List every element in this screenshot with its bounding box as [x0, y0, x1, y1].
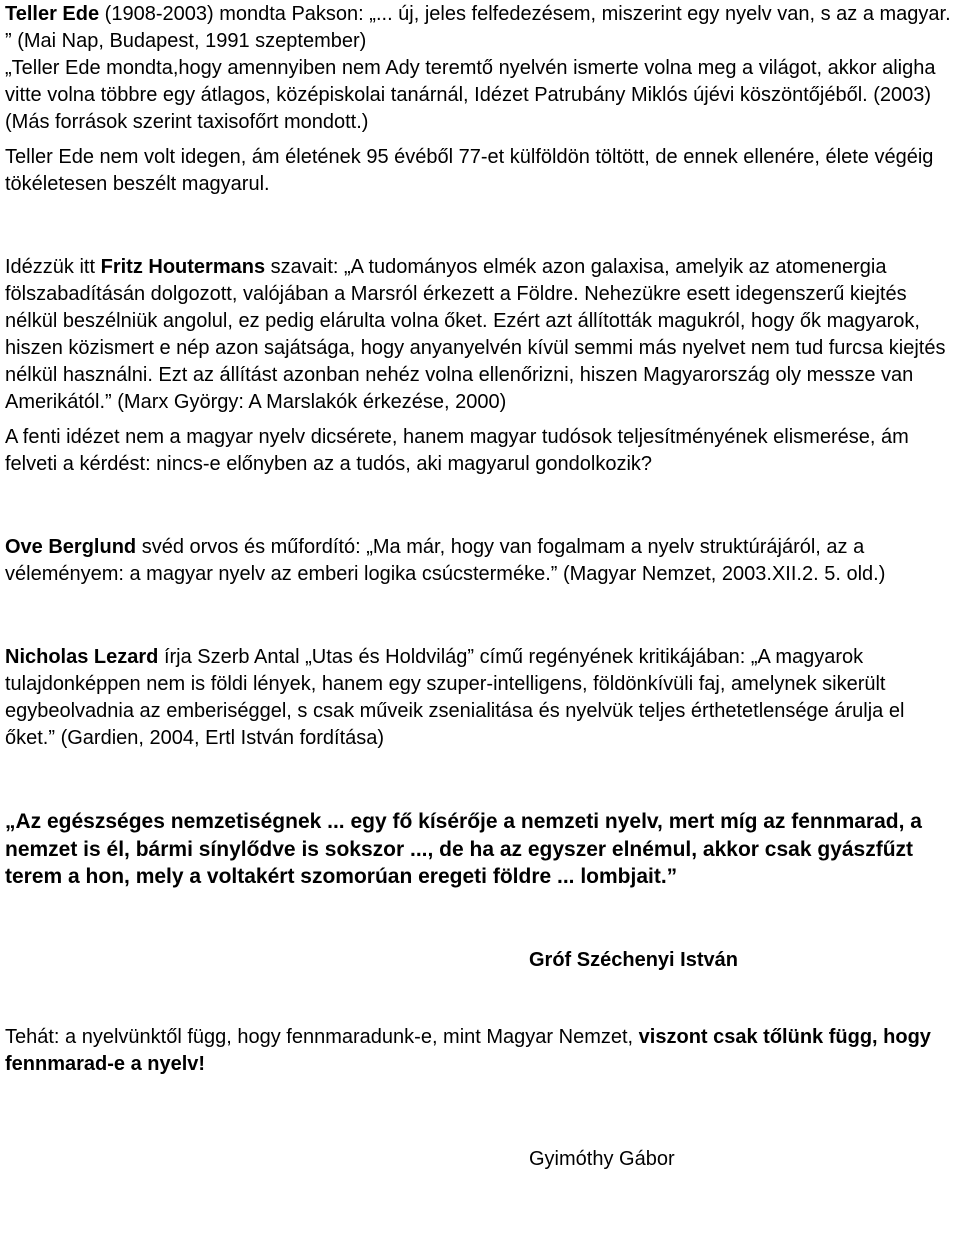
person-name: Ove Berglund [5, 536, 137, 558]
paragraph-commentary [5, 424, 958, 478]
paragraph-text: A fenti idézet nem a magyar nyelv dicsérete, hanem magyar tudósok teljesítményének elismerése, ám felveti a kérdést: nincs-e előnyben az a tudós, aki magyarul gondolkozik? [5, 426, 909, 475]
paragraph-text: írja Szerb Antal „Utas és Holdvilág” című regényének kritikájában: „A magyarok tulajdonképpen nem is földi lények, hanem egy szuper-intelligens, földönkívüli faj, amelynek sikerült egybeolvadnia az emberiséggel, s csak műveik zsenialitása és nyelvük teljes érthetetlensége árulja el őket.” (Gardien, 2004, Ertl István fordítása) [5, 646, 905, 749]
paragraph-intro: Idézzük itt [5, 256, 101, 278]
paragraph-berglund [5, 534, 958, 588]
paragraph-teller-ady [5, 55, 958, 136]
szechenyi-quote: „Az egészséges nemzetiségnek ... egy fő kísérője a nemzeti nyelv, mert míg az fennmarad, a nemzet is él, bármi sínylődve is sokszor ..., de ha az egyszer elnémul, akkor csak gyászfűzt terem a hon, mely a voltakért szomorúan eregeti földre ... lombjait.” [5, 810, 922, 888]
paragraph-text: szavait: „A tudományos elmék azon galaxisa, amelyik az atomenergia fölszabadításán dolgozott, valójában a Marsról érkezett a Földre. Nehezükre esett idegenszerű kiejtés nélkül beszélniük angolul, ez pedig elárulta volna őket. Ezért azt állították magukról, hogy ők magyarok, hiszen közismert e nép azon sajátsága, hogy anyanyelvén kívül semmi más nyelvet nem tud furcsa kiejtés nélkül használni. Ezt az állítást azonban nehéz volna ellenőrizni, hiszen Magyarország oly messze van Amerikától.” (Marx György: A Marslakók érkezése, 2000) [5, 256, 946, 413]
paragraph-lezard [5, 644, 958, 752]
person-name: Teller Ede [5, 3, 100, 25]
paragraph-text: svéd orvos és műfordító: „Ma már, hogy van fogalmam a nyelv struktúrájáról, az a véleményem: a magyar nyelv az emberi logika csúcsterméke.” (Magyar Nemzet, 2003.XII.2. 5. old.) [5, 536, 886, 585]
paragraph-teller-abroad [5, 144, 958, 198]
paragraph-text: „Teller Ede mondta,hogy amennyiben nem Ady teremtő nyelvén ismerte volna meg a világot, akkor aligha vitte volna többre egy átlagos, középiskolai tanárnál, Idézet Patrubány Miklós újévi köszöntőjéből. (2003) (Más források szerint taxisofőrt mondott.) [5, 57, 936, 133]
paragraph-houtermans [5, 254, 958, 416]
person-name: Nicholas Lezard [5, 646, 159, 668]
paragraph-text: Teller Ede nem volt idegen, ám életének 95 évéből 77-et külföldön töltött, de ennek ellenére, élete végéig tökéletesen beszélt magyarul. [5, 146, 934, 195]
document-page [5, 1, 958, 1173]
signature: Gyimóthy Gábor [529, 1147, 675, 1170]
paragraph-teller-pakson [5, 1, 958, 55]
paragraph-text: (1908-2003) mondta Pakson: „... új, jeles felfedezésem, miszerint egy nyelv van, s az a magyar. ” (Mai Nap, Budapest, 1991 szeptember) [5, 3, 951, 52]
quote-author [529, 947, 958, 974]
author-name: Gróf Széchenyi István [529, 948, 738, 971]
paragraph-conclusion [5, 1024, 958, 1078]
paragraph-text: Tehát: a nyelvünktől függ, hogy fennmaradunk-e, mint Magyar Nemzet, [5, 1025, 639, 1048]
emphasis-text: viszont csak tőlünk függ, hogy fennmarad-e a nyelv! [5, 1025, 931, 1075]
person-name: Fritz Houtermans [100, 256, 266, 278]
